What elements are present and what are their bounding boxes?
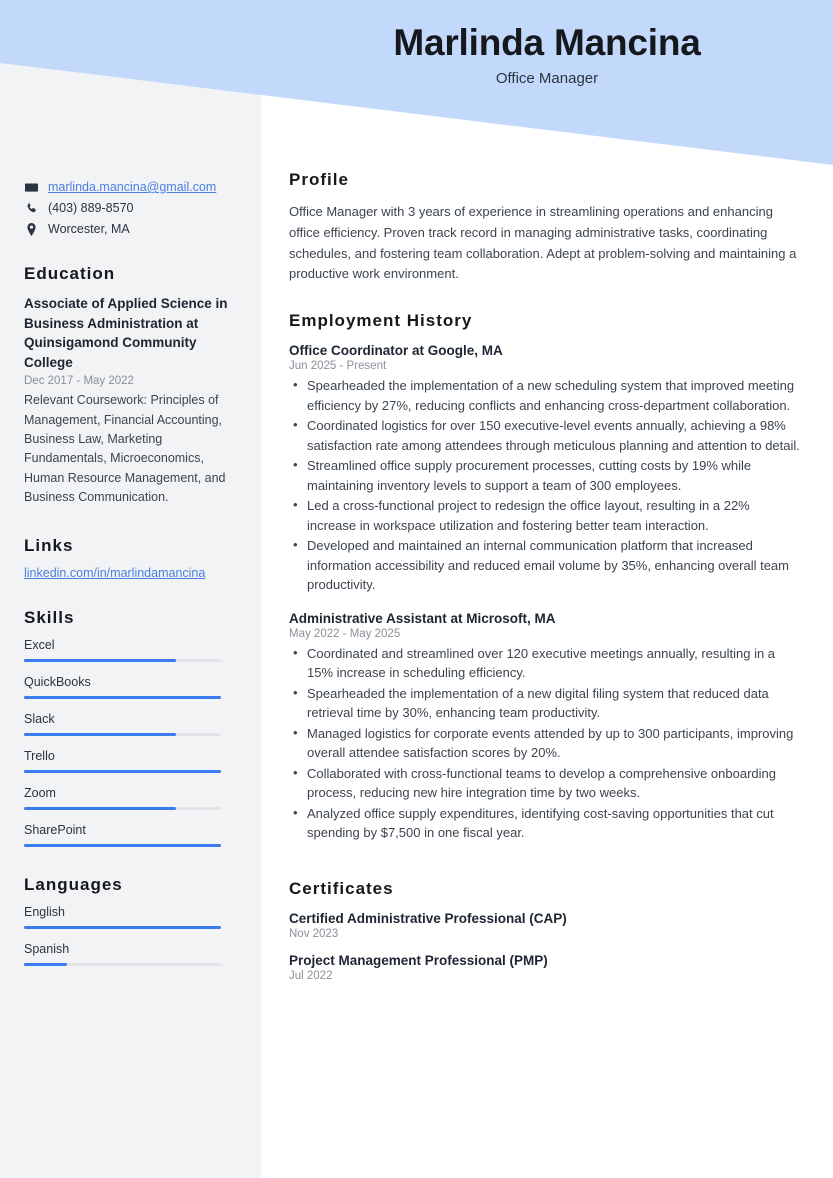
links-heading: Links	[24, 535, 74, 555]
skill-label: QuickBooks	[24, 674, 91, 689]
education-description: Relevant Coursework: Principles of Management, Financial Accounting, Business Law, Marketing Fundamentals, Microeconomics, Human Resource Management, and Business Communication.	[24, 393, 226, 505]
location-text: Worcester, MA	[48, 222, 130, 236]
language-label: Spanish	[24, 941, 70, 956]
employment-section	[289, 311, 801, 843]
certificate-name: Certified Administrative Professional (CAP)	[289, 910, 567, 926]
skill-item	[24, 712, 239, 736]
job-bullet: • Spearheaded the implementation of a new scheduling system that improved meeting efficiency by 27%, reducing conflicts and enhancing cross-department collaboration.	[289, 376, 801, 415]
skill-level-fill	[24, 696, 221, 699]
sidebar	[0, 0, 261, 1178]
envelope-icon	[24, 181, 38, 194]
job-title: Office Coordinator at Google, MA	[289, 343, 503, 359]
skill-item	[24, 675, 239, 699]
phone-icon	[24, 202, 38, 215]
email-text[interactable]: marlinda.mancina@gmail.com	[48, 180, 217, 194]
languages-section	[24, 875, 239, 966]
language-level-bar	[24, 926, 221, 929]
languages-list	[24, 905, 239, 966]
skill-level-fill	[24, 844, 221, 847]
job-bullet: • Analyzed office supply expenditures, identifying cost-saving opportunities that cut spending by $7,500 in one fiscal year.	[289, 804, 801, 843]
phone-text: (403) 889-8570	[48, 201, 134, 215]
language-level-fill	[24, 963, 67, 966]
certificates-heading: Certificates	[289, 878, 394, 898]
profile-section	[289, 170, 801, 285]
skill-level-fill	[24, 770, 221, 773]
language-label: English	[24, 904, 65, 919]
skills-list	[24, 638, 239, 847]
language-level-fill	[24, 926, 221, 929]
job-date: May 2022 - May 2025	[289, 627, 401, 640]
profile-text: Office Manager with 3 years of experience in streamlining operations and enhancing office efficiency. Proven track record in managing administrative tasks, coordinating schedules, and fostering team collaboration. Adept at problem-solving and maintaining a productive work environment.	[289, 204, 797, 282]
education-degree: Associate of Applied Science in Business Administration at Quinsigamond Community College	[24, 296, 228, 370]
main-column	[261, 0, 833, 1178]
skill-label: Excel	[24, 637, 55, 652]
job-entry	[289, 611, 801, 843]
job-bullet: • Managed logistics for corporate events attended by up to 300 participants, improving overall attendee satisfaction scores by 20%.	[289, 724, 801, 763]
job-bullet: • Collaborated with cross-functional teams to develop a comprehensive onboarding process, reducing new hire integration time by two weeks.	[289, 764, 801, 803]
certificate-entry	[289, 911, 801, 940]
skill-level-bar	[24, 770, 221, 773]
certificates-list	[289, 911, 801, 982]
certificate-date: Jul 2022	[289, 969, 333, 982]
skill-level-bar	[24, 807, 221, 810]
certificates-section	[289, 879, 801, 982]
employment-heading: Employment History	[289, 311, 473, 331]
jobs-list	[289, 343, 801, 843]
skill-item	[24, 786, 239, 810]
skill-label: Trello	[24, 748, 55, 763]
job-bullet: • Spearheaded the implementation of a new digital filing system that reduced data retrieval time by 30%, enhancing team productivity.	[289, 684, 801, 723]
skill-level-fill	[24, 807, 176, 810]
education-section	[24, 264, 239, 508]
contact-email-row[interactable]	[24, 180, 239, 194]
profile-heading: Profile	[289, 170, 349, 189]
language-level-bar	[24, 963, 221, 966]
skill-item	[24, 823, 239, 847]
page-title: Marlinda Mancina	[393, 22, 701, 63]
skill-level-bar	[24, 733, 221, 736]
skill-level-bar	[24, 659, 221, 662]
job-bullet-list	[289, 644, 801, 843]
job-date: Jun 2025 - Present	[289, 360, 387, 373]
skill-label: Slack	[24, 711, 55, 726]
skill-label: Zoom	[24, 785, 56, 800]
header-title-block	[261, 0, 833, 87]
education-heading: Education	[24, 264, 116, 283]
languages-heading: Languages	[24, 874, 123, 894]
job-bullet-list	[289, 376, 801, 595]
link-item-linkedin[interactable]: linkedin.com/in/marlindamancina	[24, 565, 206, 580]
job-bullet: • Developed and maintained an internal communication platform that increased information accessibility and reduced email volume by 35%, enhancing overall team productivity.	[289, 536, 801, 595]
certificate-entry	[289, 953, 801, 982]
language-item	[24, 905, 239, 929]
skill-level-bar	[24, 696, 221, 699]
certificate-name: Project Management Professional (PMP)	[289, 952, 548, 968]
skill-item	[24, 638, 239, 662]
job-entry	[289, 343, 801, 595]
language-item	[24, 942, 239, 966]
skill-level-fill	[24, 733, 176, 736]
skill-level-bar	[24, 844, 221, 847]
skill-label: SharePoint	[24, 822, 86, 837]
contact-phone-row	[24, 201, 239, 215]
header-subtitle: Office Manager	[495, 69, 599, 87]
contact-location-row	[24, 222, 239, 236]
job-bullet: • Streamlined office supply procurement processes, cutting costs by 19% while maintaining inventory levels to support a team of 300 employees.	[289, 456, 801, 495]
skill-level-fill	[24, 659, 176, 662]
skill-item	[24, 749, 239, 773]
skills-heading: Skills	[24, 607, 75, 627]
contact-list	[24, 180, 239, 236]
job-bullet: • Coordinated logistics for over 150 executive-level events annually, achieving a 98% satisfaction rate among attendees through meticulous planning and attention to detail.	[289, 416, 801, 455]
links-section	[24, 536, 239, 580]
map-pin-icon	[24, 223, 38, 236]
job-title: Administrative Assistant at Microsoft, MA	[289, 610, 556, 626]
education-date: Dec 2017 - May 2022	[24, 375, 134, 388]
skills-section	[24, 608, 239, 847]
job-bullet: • Led a cross-functional project to redesign the office layout, resulting in a 22% increase in workspace utilization and fostering better team interaction.	[289, 496, 801, 535]
job-bullet: • Coordinated and streamlined over 120 executive meetings annually, resulting in a 15% increase in scheduling efficiency.	[289, 644, 801, 683]
certificate-date: Nov 2023	[289, 927, 339, 940]
